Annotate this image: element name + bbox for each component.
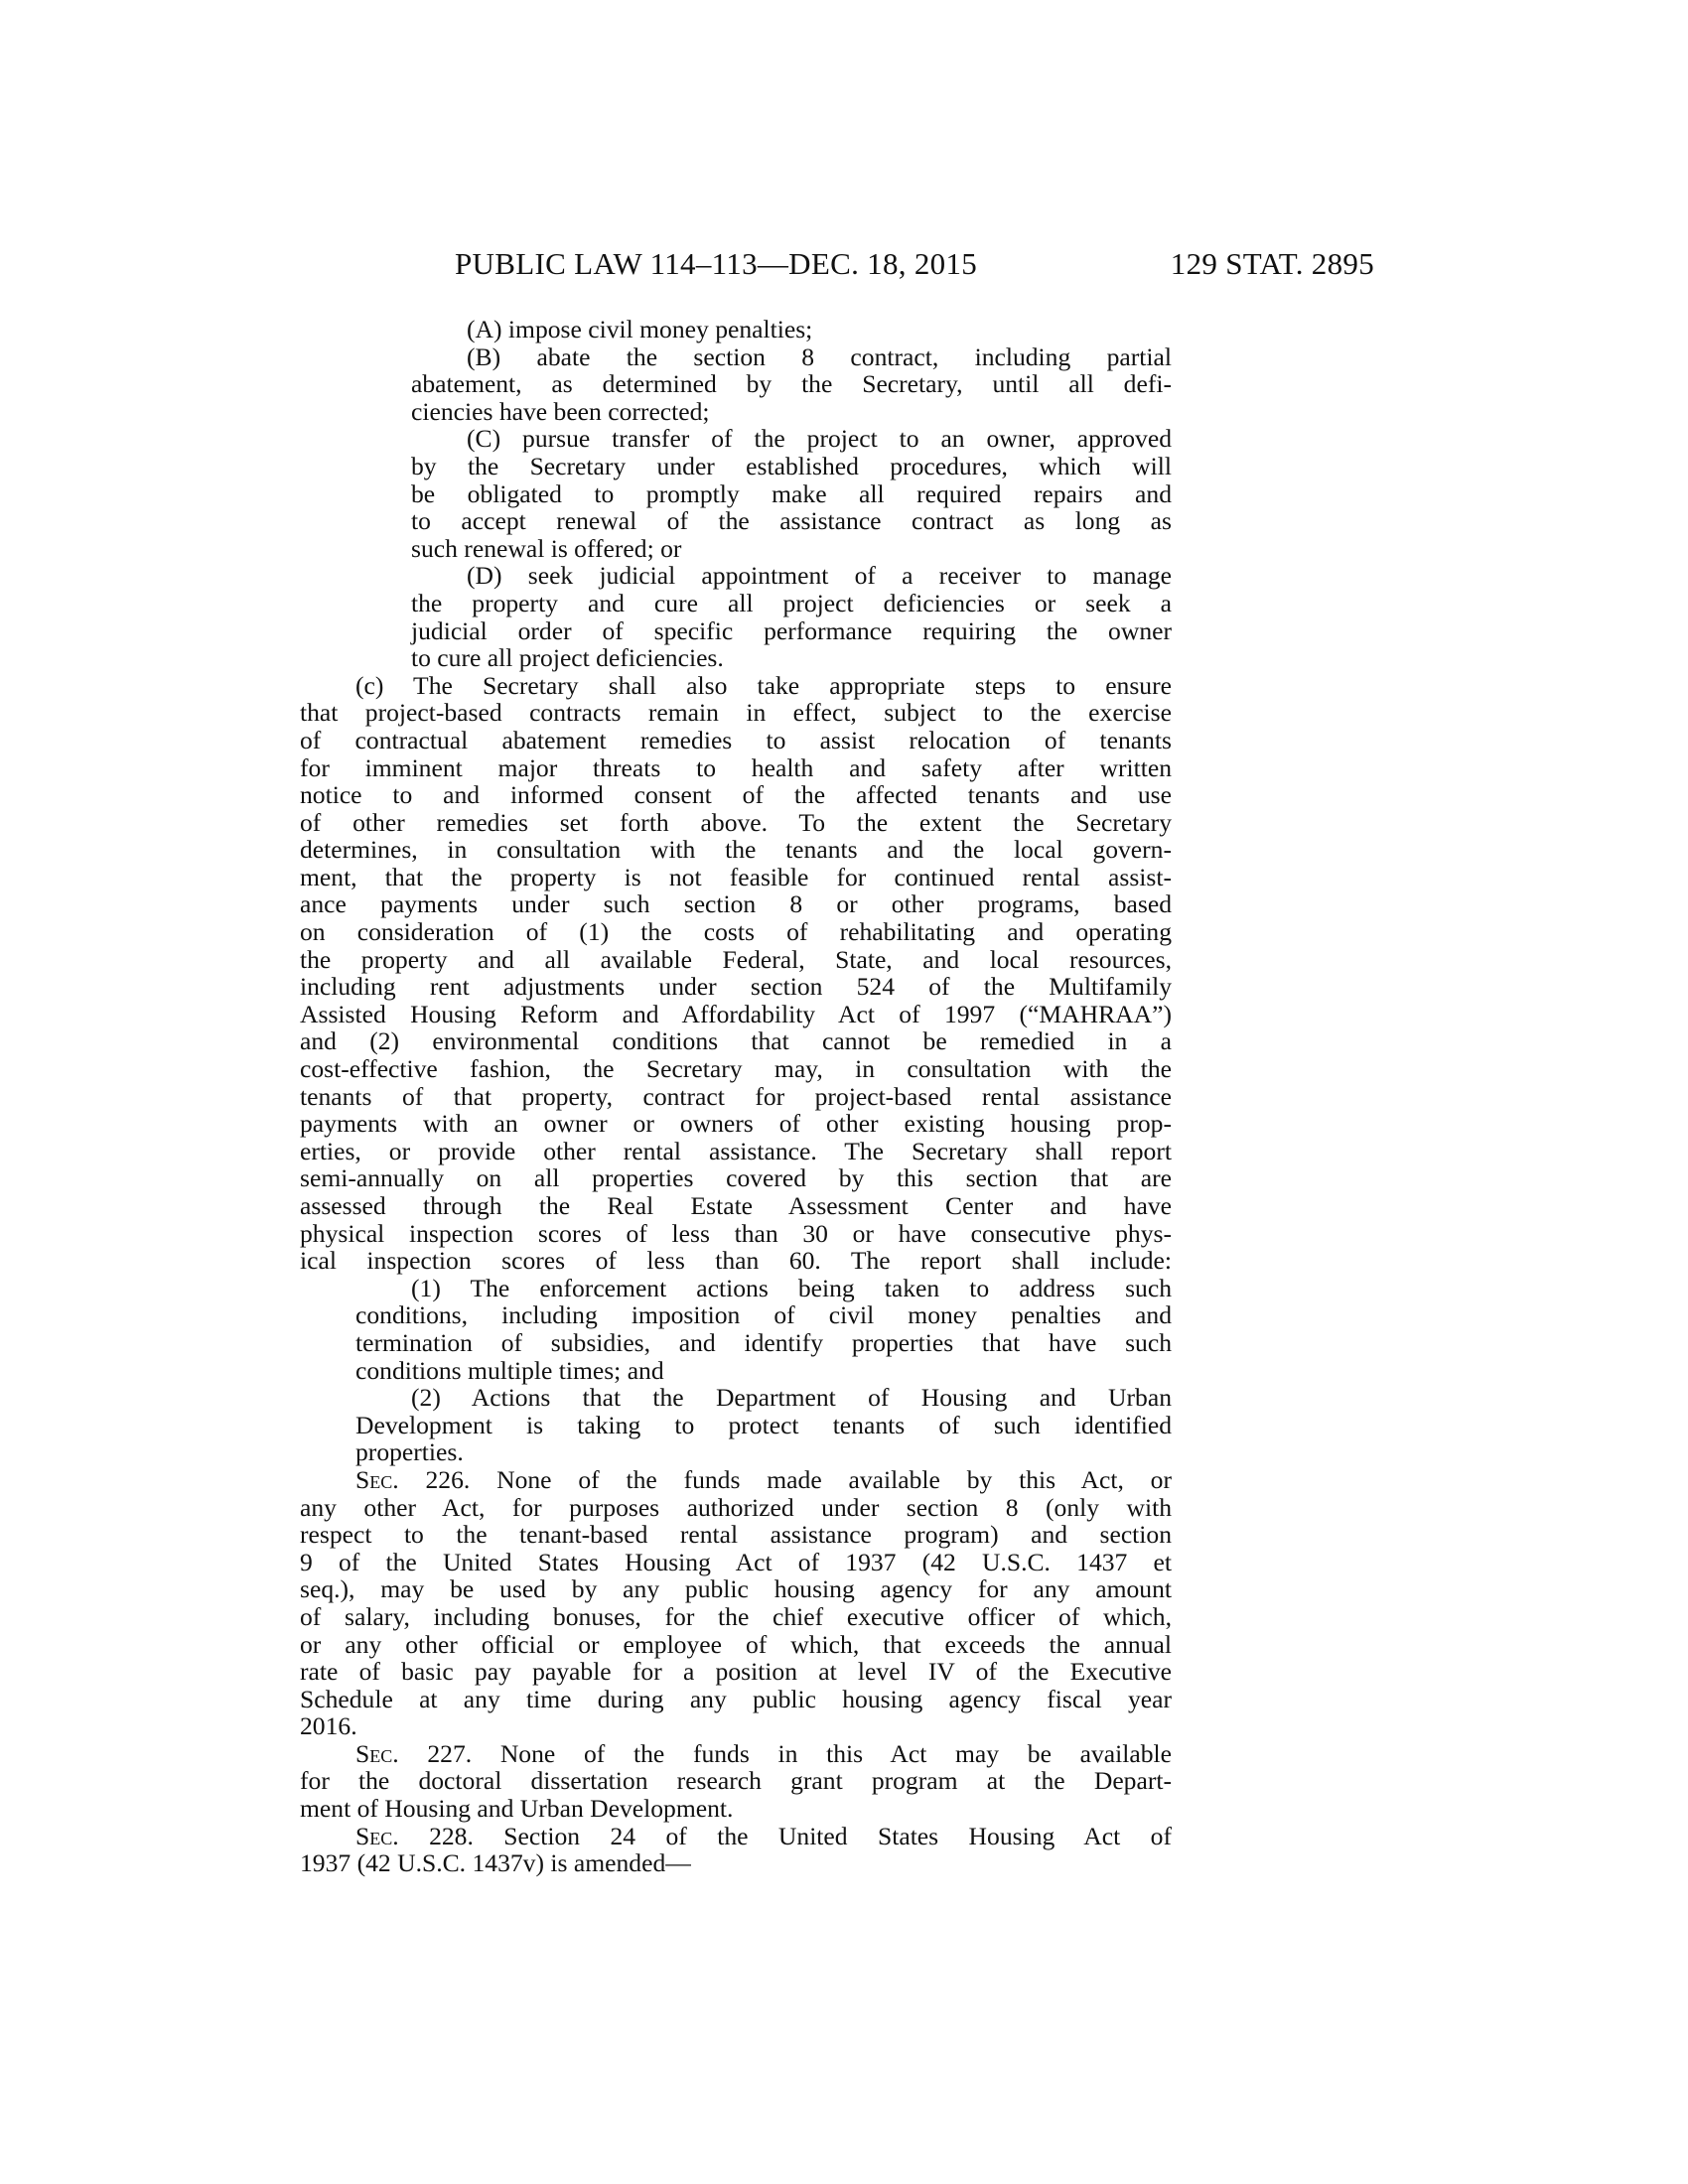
para-c-line: (C) pursue transfer of the project to an owner, approved: [467, 424, 1172, 454]
para-d-line: to cure all project deficiencies.: [411, 643, 724, 673]
para-b-line: abatement, as determined by the Secretary, until all defi-: [411, 369, 1172, 399]
sec-227-line: for the doctoral dissertation research grant program at the Depart-: [300, 1766, 1172, 1796]
subsection-c-line: the property and all available Federal, State, and local resources,: [300, 944, 1172, 974]
statute-page-number: 129 STAT. 2895: [1170, 246, 1374, 281]
sec-227-line: Sec. 227. None of the funds in this Act may be available: [355, 1738, 1172, 1768]
para-c-line: such renewal is offered; or: [411, 533, 682, 563]
sec-226-line: Schedule at any time during any public housing agency fiscal year: [300, 1684, 1172, 1713]
sec-226-line: of salary, including bonuses, for the chief executive officer of which,: [300, 1601, 1172, 1631]
para-c-line: by the Secretary under established procedures, which will: [411, 451, 1172, 480]
report-item-2-line: Development is taking to protect tenants of such identified: [355, 1410, 1172, 1439]
sec-226-line: or any other official or employee of which, that exceeds the annual: [300, 1629, 1172, 1659]
sec-label: Sec: [355, 1464, 393, 1494]
report-item-1-line: (1) The enforcement actions being taken to address such: [411, 1273, 1172, 1302]
subsection-c-line: ment, that the property is not feasible for continued rental assist-: [300, 862, 1172, 891]
sec-226-line: Sec. 226. None of the funds made available by this Act, or: [355, 1464, 1172, 1494]
para-d-line: judicial order of specific performance requiring the owner: [411, 615, 1172, 645]
para-a: (A) impose civil money penalties;: [467, 315, 813, 343]
para-b-line: (B) abate the section 8 contract, including partial: [467, 341, 1172, 371]
sec-label: Sec: [355, 1738, 393, 1768]
subsection-c-line: semi-annually on all properties covered by this section that are: [300, 1163, 1172, 1193]
sec-label: Sec: [355, 1821, 393, 1850]
sec-226-line: seq.), may be used by any public housing agency for any amount: [300, 1574, 1172, 1604]
sec-226-line: 2016.: [300, 1711, 357, 1741]
running-header: [455, 246, 1374, 286]
public-law-citation: PUBLIC LAW 114–113—DEC. 18, 2015: [455, 246, 978, 281]
sec-226-line: 9 of the United States Housing Act of 1937 (42 U.S.C. 1437 et: [300, 1547, 1172, 1576]
report-item-2-line: (2) Actions that the Department of Housing and Urban: [411, 1383, 1172, 1413]
report-item-2-line: properties.: [355, 1437, 464, 1467]
statute-body: [300, 316, 1172, 1877]
sec-228-line: Sec. 228. Section 24 of the United States Housing Act of: [355, 1821, 1172, 1850]
subsection-c-line: of other remedies set forth above. To the extent the Secretary: [300, 807, 1172, 837]
subsection-c-line: and (2) environmental conditions that cannot be remedied in a: [300, 1026, 1172, 1056]
para-b-line: ciencies have been corrected;: [411, 396, 710, 426]
subsection-c-line: ical inspection scores of less than 60. The report shall include:: [300, 1246, 1172, 1276]
subsection-c-line: erties, or provide other rental assistance. The Secretary shall report: [300, 1136, 1172, 1165]
subsection-c-line: determines, in consultation with the tenants and the local govern-: [300, 835, 1172, 865]
subsection-c-line: tenants of that property, contract for project-based rental assistance: [300, 1081, 1172, 1111]
sec-226-line: any other Act, for purposes authorized under section 8 (only with: [300, 1492, 1172, 1522]
para-c-line: to accept renewal of the assistance contract as long as: [411, 506, 1172, 536]
report-item-1-line: conditions, including imposition of civil money penalties and: [355, 1300, 1172, 1330]
subsection-c-line: including rent adjustments under section 524 of the Multifamily: [300, 972, 1172, 1002]
para-d-line: the property and cure all project deficiencies or seek a: [411, 588, 1172, 617]
report-item-1-line: conditions multiple times; and: [355, 1355, 664, 1385]
subsection-c-line: assessed through the Real Estate Assessment Center and have: [300, 1191, 1172, 1220]
subsection-c-line: Assisted Housing Reform and Affordability Act of 1997 (“MAHRAA”): [300, 999, 1172, 1028]
subsection-c-line: on consideration of (1) the costs of rehabilitating and operating: [300, 917, 1172, 947]
sec-226-line: respect to the tenant-based rental assistance program) and section: [300, 1520, 1172, 1550]
subsection-c-line: cost-effective fashion, the Secretary may, in consultation with the: [300, 1054, 1172, 1084]
sec-227-line: ment of Housing and Urban Development.: [300, 1794, 734, 1824]
subsection-c-line: for imminent major threats to health and safety after written: [300, 752, 1172, 782]
subsection-c-line: physical inspection scores of less than 30 or have consecutive phys-: [300, 1218, 1172, 1248]
sec-226-line: rate of basic pay payable for a position at level IV of the Executive: [300, 1657, 1172, 1687]
para-c-line: be obligated to promptly make all required repairs and: [411, 478, 1172, 508]
subsection-c-line: that project-based contracts remain in effect, subject to the exercise: [300, 698, 1172, 728]
sec-228-line: 1937 (42 U.S.C. 1437v) is amended—: [300, 1848, 691, 1878]
subsection-c-line: notice to and informed consent of the affected tenants and use: [300, 780, 1172, 810]
para-d-line: (D) seek judicial appointment of a receiver to manage: [467, 561, 1172, 591]
subsection-c-line: (c) The Secretary shall also take appropriate steps to ensure: [355, 670, 1172, 700]
subsection-c-line: of contractual abatement remedies to assist relocation of tenants: [300, 725, 1172, 754]
subsection-c-line: ance payments under such section 8 or other programs, based: [300, 889, 1172, 919]
subsection-c-line: payments with an owner or owners of other existing housing prop-: [300, 1109, 1172, 1139]
report-item-1-line: termination of subsidies, and identify properties that have such: [355, 1327, 1172, 1357]
